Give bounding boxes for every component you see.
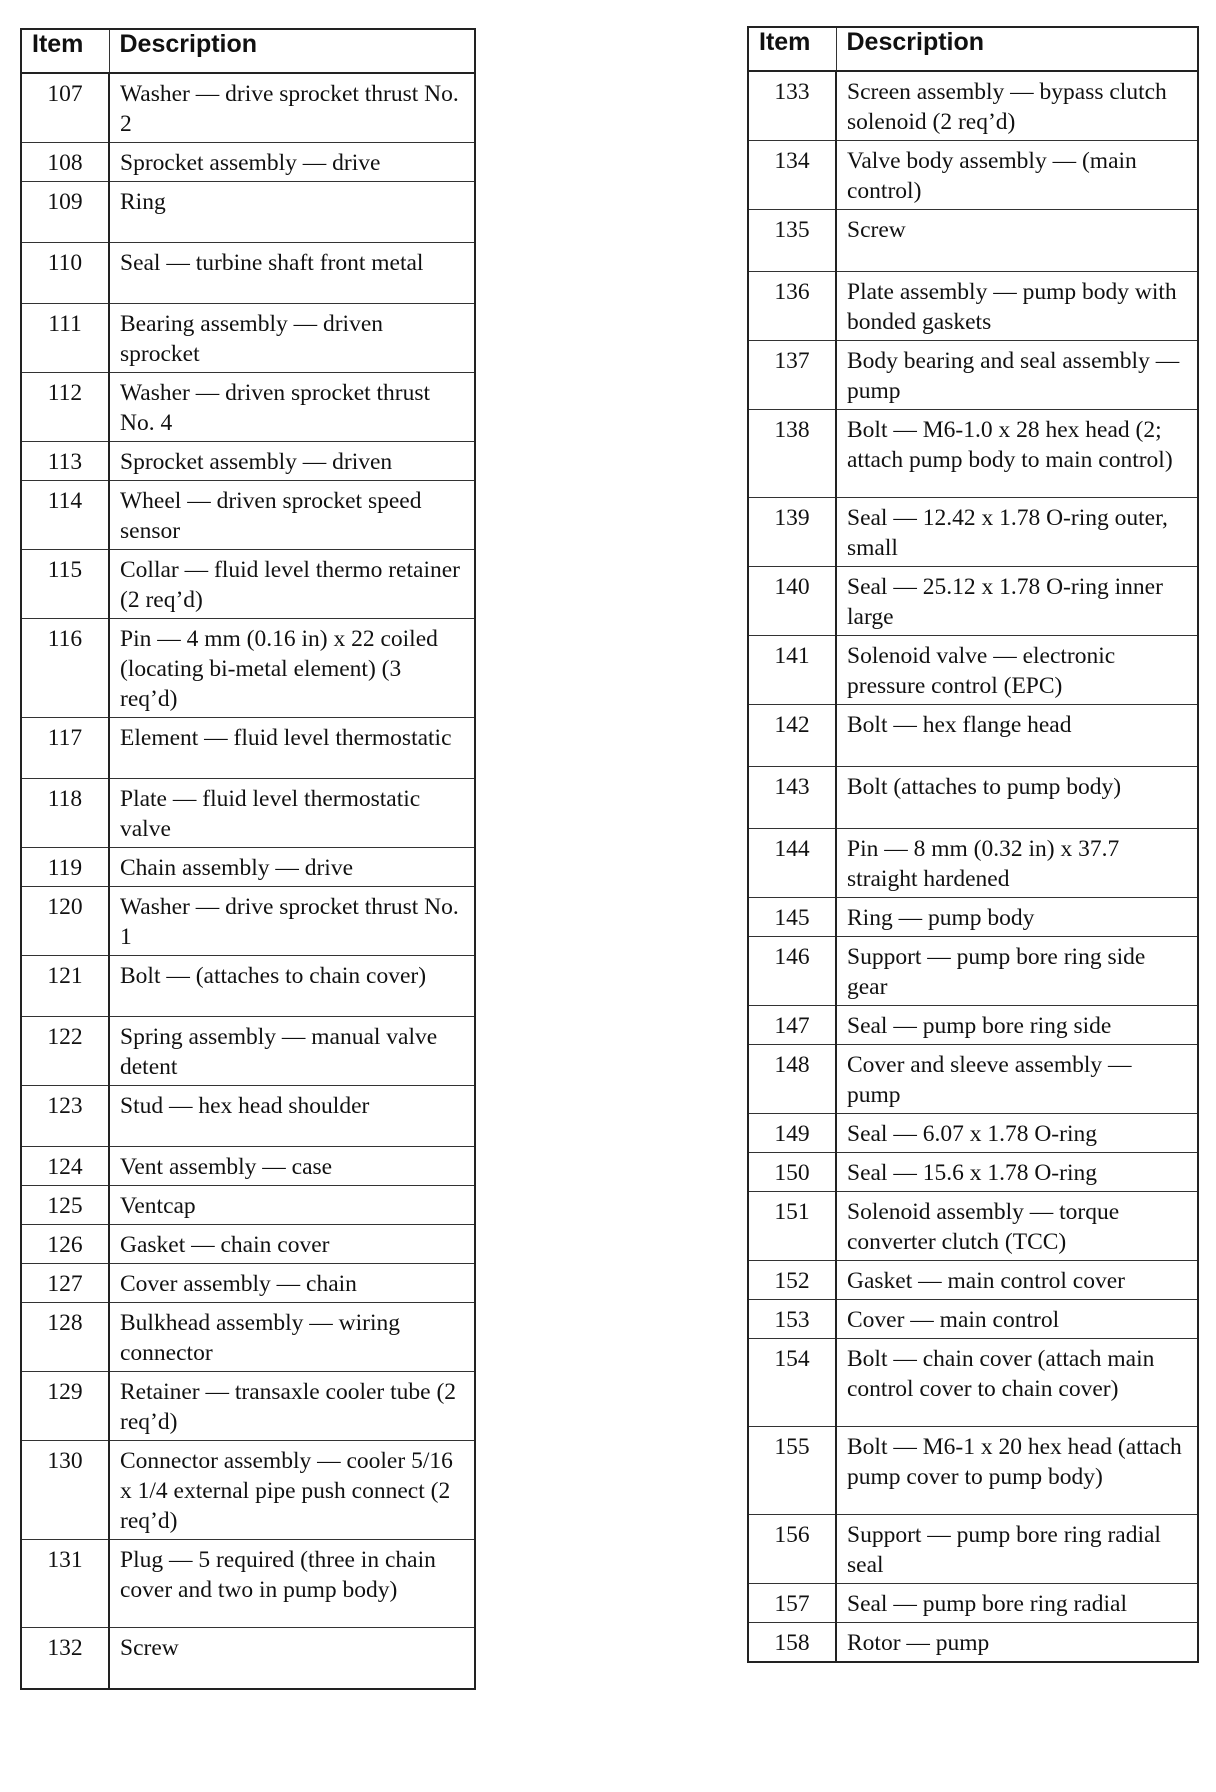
table-row: [21, 887, 475, 956]
item-number: 107: [21, 73, 109, 143]
item-number: 151: [748, 1192, 836, 1261]
item-number: 114: [21, 481, 109, 550]
item-number: 149: [748, 1114, 836, 1153]
table-row: [748, 141, 1198, 210]
item-number: 144: [748, 829, 836, 898]
table-row: [21, 550, 475, 619]
table-row: [21, 619, 475, 718]
item-description: Ring: [109, 182, 475, 243]
item-number: 128: [21, 1303, 109, 1372]
parts-table-right: [747, 26, 1199, 1663]
item-description: Pin — 4 mm (0.16 in) x 22 coiled (locating bi-metal element) (3 req’d): [109, 619, 475, 718]
item-description: Solenoid valve — electronic pressure control (EPC): [836, 636, 1198, 705]
table-row: [748, 1339, 1198, 1427]
item-description: Connector assembly — cooler 5/16 x 1/4 external pipe push connect (2 req’d): [109, 1441, 475, 1540]
item-description: Stud — hex head shoulder: [109, 1086, 475, 1147]
table-row: [748, 937, 1198, 1006]
table-row: [21, 481, 475, 550]
item-description: Seal — 15.6 x 1.78 O-ring: [836, 1153, 1198, 1192]
table-row: [748, 1045, 1198, 1114]
table-row: [21, 182, 475, 243]
item-number: 146: [748, 937, 836, 1006]
table-row: [748, 1515, 1198, 1584]
item-number: 118: [21, 779, 109, 848]
table-row: [748, 829, 1198, 898]
item-number: 124: [21, 1147, 109, 1186]
table-row: [21, 1086, 475, 1147]
item-number: 136: [748, 272, 836, 341]
item-number: 108: [21, 143, 109, 182]
item-description: Bolt — M6-1 x 20 hex head (attach pump cover to pump body): [836, 1427, 1198, 1515]
item-number: 122: [21, 1017, 109, 1086]
item-number: 119: [21, 848, 109, 887]
item-description: Cover assembly — chain: [109, 1264, 475, 1303]
table-row: [748, 567, 1198, 636]
item-description: Bolt — hex flange head: [836, 705, 1198, 767]
item-number: 129: [21, 1372, 109, 1441]
item-description: Seal — turbine shaft front metal: [109, 243, 475, 304]
item-number: 117: [21, 718, 109, 779]
table-row: [748, 636, 1198, 705]
table-row: [21, 143, 475, 182]
item-description: Bolt — (attaches to chain cover): [109, 956, 475, 1017]
item-column-header: Item: [21, 29, 109, 73]
item-description: Collar — fluid level thermo retainer (2 req’d): [109, 550, 475, 619]
table-row: [748, 1114, 1198, 1153]
table-row: [21, 718, 475, 779]
item-number: 115: [21, 550, 109, 619]
table-row: [21, 956, 475, 1017]
item-description: Cover and sleeve assembly — pump: [836, 1045, 1198, 1114]
item-number: 152: [748, 1261, 836, 1300]
table-row: [21, 243, 475, 304]
item-number: 141: [748, 636, 836, 705]
item-number: 156: [748, 1515, 836, 1584]
item-description: Vent assembly — case: [109, 1147, 475, 1186]
item-number: 111: [21, 304, 109, 373]
item-number: 121: [21, 956, 109, 1017]
table-row: [748, 341, 1198, 410]
item-number: 139: [748, 498, 836, 567]
item-number: 154: [748, 1339, 836, 1427]
item-description: Retainer — transaxle cooler tube (2 req’d): [109, 1372, 475, 1441]
item-number: 109: [21, 182, 109, 243]
item-description: Cover — main control: [836, 1300, 1198, 1339]
item-number: 125: [21, 1186, 109, 1225]
item-description: Bolt (attaches to pump body): [836, 767, 1198, 829]
item-description: Sprocket assembly — drive: [109, 143, 475, 182]
item-description: Support — pump bore ring side gear: [836, 937, 1198, 1006]
item-number: 134: [748, 141, 836, 210]
item-number: 120: [21, 887, 109, 956]
item-description: Chain assembly — drive: [109, 848, 475, 887]
item-description: Sprocket assembly — driven: [109, 442, 475, 481]
item-number: 133: [748, 71, 836, 141]
description-column-header: Description: [109, 29, 475, 73]
table-row: [748, 1006, 1198, 1045]
item-number: 140: [748, 567, 836, 636]
item-description: Screw: [836, 210, 1198, 272]
table-row: [748, 1623, 1198, 1663]
item-description: Spring assembly — manual valve detent: [109, 1017, 475, 1086]
item-description: Bulkhead assembly — wiring connector: [109, 1303, 475, 1372]
table-row: [748, 1261, 1198, 1300]
item-description: Screen assembly — bypass clutch solenoid (2 req’d): [836, 71, 1198, 141]
table-row: [21, 373, 475, 442]
item-description: Body bearing and seal assembly — pump: [836, 341, 1198, 410]
table-row: [748, 1584, 1198, 1623]
item-number: 142: [748, 705, 836, 767]
item-description: Pin — 8 mm (0.32 in) x 37.7 straight hardened: [836, 829, 1198, 898]
item-description: Ring — pump body: [836, 898, 1198, 937]
item-number: 137: [748, 341, 836, 410]
parts-table-left: [20, 28, 476, 1690]
item-number: 158: [748, 1623, 836, 1663]
item-description: Screw: [109, 1628, 475, 1689]
item-description: Seal — pump bore ring side: [836, 1006, 1198, 1045]
item-number: 112: [21, 373, 109, 442]
table-row: [21, 304, 475, 373]
item-number: 110: [21, 243, 109, 304]
item-description: Washer — driven sprocket thrust No. 4: [109, 373, 475, 442]
item-number: 131: [21, 1540, 109, 1628]
item-number: 150: [748, 1153, 836, 1192]
table-row: [21, 1372, 475, 1441]
item-description: Plate — fluid level thermostatic valve: [109, 779, 475, 848]
table-row: [748, 767, 1198, 829]
item-description: Plate assembly — pump body with bonded gaskets: [836, 272, 1198, 341]
table-row: [748, 410, 1198, 498]
item-number: 130: [21, 1441, 109, 1540]
item-description: Gasket — chain cover: [109, 1225, 475, 1264]
table-row: [748, 272, 1198, 341]
table-row: [21, 442, 475, 481]
table-row: [21, 779, 475, 848]
item-number: 126: [21, 1225, 109, 1264]
table-row: [21, 1628, 475, 1689]
item-column-header: Item: [748, 27, 836, 71]
table-row: [21, 1264, 475, 1303]
item-description: Support — pump bore ring radial seal: [836, 1515, 1198, 1584]
item-number: 113: [21, 442, 109, 481]
table-row: [21, 73, 475, 143]
table-row: [21, 1303, 475, 1372]
item-description: Seal — 25.12 x 1.78 O-ring inner large: [836, 567, 1198, 636]
table-row: [21, 1147, 475, 1186]
item-number: 116: [21, 619, 109, 718]
table-row: [748, 498, 1198, 567]
item-description: Bearing assembly — driven sprocket: [109, 304, 475, 373]
description-column-header: Description: [836, 27, 1198, 71]
table-header-row: [748, 27, 1198, 71]
table-row: [748, 210, 1198, 272]
item-description: Wheel — driven sprocket speed sensor: [109, 481, 475, 550]
item-description: Ventcap: [109, 1186, 475, 1225]
table-row: [748, 1192, 1198, 1261]
item-description: Element — fluid level thermostatic: [109, 718, 475, 779]
item-description: Plug — 5 required (three in chain cover and two in pump body): [109, 1540, 475, 1628]
table-row: [21, 1225, 475, 1264]
table-row: [748, 898, 1198, 937]
table-header-row: [21, 29, 475, 73]
table-row: [748, 71, 1198, 141]
table-row: [21, 1540, 475, 1628]
table-row: [21, 848, 475, 887]
item-description: Rotor — pump: [836, 1623, 1198, 1663]
item-description: Seal — 12.42 x 1.78 O-ring outer, small: [836, 498, 1198, 567]
item-number: 138: [748, 410, 836, 498]
item-number: 157: [748, 1584, 836, 1623]
item-number: 132: [21, 1628, 109, 1689]
item-description: Gasket — main control cover: [836, 1261, 1198, 1300]
item-description: Seal — 6.07 x 1.78 O-ring: [836, 1114, 1198, 1153]
table-row: [748, 1300, 1198, 1339]
item-description: Bolt — M6-1.0 x 28 hex head (2; attach pump body to main control): [836, 410, 1198, 498]
table-row: [748, 1153, 1198, 1192]
item-number: 143: [748, 767, 836, 829]
item-description: Valve body assembly — (main control): [836, 141, 1198, 210]
item-number: 127: [21, 1264, 109, 1303]
item-number: 123: [21, 1086, 109, 1147]
item-number: 148: [748, 1045, 836, 1114]
item-description: Washer — drive sprocket thrust No. 2: [109, 73, 475, 143]
table-row: [21, 1186, 475, 1225]
item-description: Solenoid assembly — torque converter clutch (TCC): [836, 1192, 1198, 1261]
item-description: Seal — pump bore ring radial: [836, 1584, 1198, 1623]
item-number: 155: [748, 1427, 836, 1515]
item-description: Washer — drive sprocket thrust No. 1: [109, 887, 475, 956]
table-row: [21, 1017, 475, 1086]
table-row: [748, 705, 1198, 767]
item-number: 145: [748, 898, 836, 937]
item-number: 147: [748, 1006, 836, 1045]
item-number: 153: [748, 1300, 836, 1339]
item-description: Bolt — chain cover (attach main control cover to chain cover): [836, 1339, 1198, 1427]
table-row: [21, 1441, 475, 1540]
item-number: 135: [748, 210, 836, 272]
table-row: [748, 1427, 1198, 1515]
